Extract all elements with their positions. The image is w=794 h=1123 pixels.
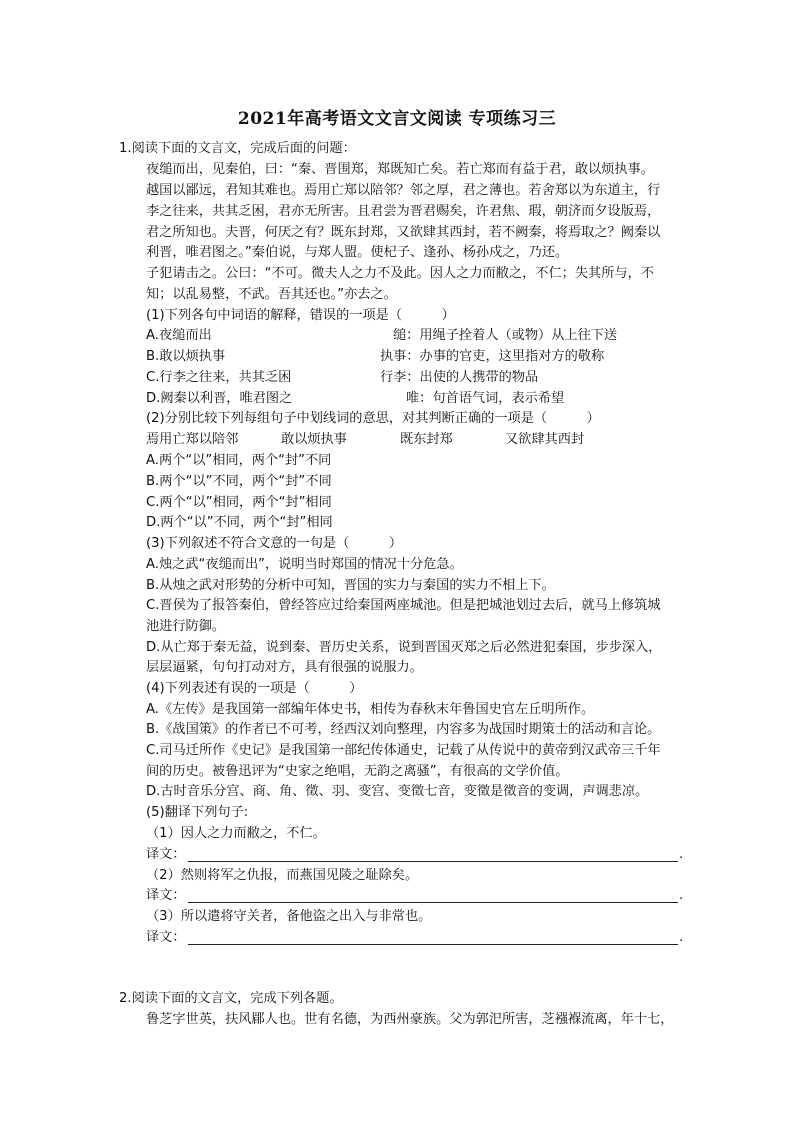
option-d: D.从亡郑于秦无益，说到秦、晋历史关系，说到晋国灭郑之后必然进犯秦国，步步深入， <box>146 640 662 655</box>
answer-blank-line[interactable] <box>188 902 678 903</box>
option-d-term: D.阙秦以利晋，唯君图之 <box>146 391 293 406</box>
line-end-dot: . <box>679 930 684 945</box>
option-d: D.两个“以”不同，两个“封”相同 <box>146 515 333 530</box>
passage-line: 知；以乱易整，不武。吾其还也。”亦去之。 <box>146 287 397 302</box>
translate-item: （1）因人之力而敝之，不仁。 <box>146 826 326 841</box>
answer-blank-line[interactable] <box>188 861 678 862</box>
subquestion-4-stem: (4)下列表述有误的一项是（ ） <box>146 681 363 696</box>
option-c-definition: 行李：出使的人携带的物品 <box>380 370 539 385</box>
sentence-group: 又欲肆其西封 <box>505 432 585 447</box>
option-a: A.《左传》是我国第一部编年体史书，相传为春秋末年鲁国史官左丘明所作。 <box>146 702 595 717</box>
option-c: C.晋侯为了报答秦伯，曾经答应过给秦国两座城池。但是把城池划过去后，就马上修筑城 <box>146 598 661 613</box>
option-c-cont: 池进行防御。 <box>146 619 226 634</box>
page-title: 2021年高考语文文言文阅读 专项练习三 <box>237 109 557 129</box>
passage-line: 鲁芝字世英，扶风郿人也。世有名德，为西州豪族。父为郭汜所害，芝襁褓流离，年十七， <box>146 1012 674 1027</box>
option-b: B.两个“以”不同，两个“封”不同 <box>146 474 332 489</box>
passage-line: 李之往来，共其乏困，君亦无所害。且君尝为晋君赐矣，许君焦、瑕，朝济而夕设版焉， <box>146 204 661 219</box>
answer-label: 译文： <box>146 888 186 903</box>
option-b: B.从烛之武对形势的分析中可知，晋国的实力与秦国的实力不相上下。 <box>146 578 555 593</box>
option-c: C.司马迁所作《史记》是我国第一部纪传体通史，记载了从传说中的黄帝到汉武帝三千年 <box>146 743 661 758</box>
option-d-cont: 层层逼紧，句句打动对方，具有很强的说服力。 <box>146 660 423 675</box>
option-a-definition: 缒：用绳子拴着人（或物）从上往下送 <box>393 328 618 343</box>
subquestion-5-stem: (5)翻译下列句子: <box>146 805 249 820</box>
option-a: A.烛之武“夜缒而出”，说明当时郑国的情况十分危急。 <box>146 557 463 572</box>
sentence-group: 既东封郑 <box>400 432 453 447</box>
option-c: C.两个“以”相同，两个“封”相同 <box>146 495 332 510</box>
passage-line: 利晋，唯君图之。”秦伯说，与郑人盟。使杞子、逢孙、杨孙戍之，乃还。 <box>146 245 569 260</box>
passage-line: 子犯请击之。公曰：“不可。微夫人之力不及此。因人之力而敝之，不仁；失其所与，不 <box>146 266 654 281</box>
option-d: D.古时音乐分宫、商、角、徵、羽、变宫、变徵七音，变徵是徵音的变调，声调悲凉。 <box>146 784 649 799</box>
option-c-cont: 间的历史。被鲁迅评为“史家之绝唱，无韵之离骚”，有很高的文学价值。 <box>146 764 569 779</box>
option-c-term: C.行李之往来，共其乏困 <box>146 370 292 385</box>
line-end-dot: . <box>679 847 684 862</box>
option-d-definition: 唯：句首语气词，表示希望 <box>406 391 565 406</box>
subquestion-1-stem: (1)下列各句中词语的解释，错误的一项是（ ） <box>146 308 455 323</box>
passage-line: 夜缒而出，见秦伯，曰：“秦、晋围郑，郑既知亡矣。若亡郑而有益于君，敢以烦执事。 <box>146 162 654 177</box>
answer-label: 译文： <box>146 847 186 862</box>
passage-line: 君之所知也。夫晋，何厌之有？既东封郑，又欲肆其西封，若不阙秦，将焉取之？阙秦以 <box>146 225 661 240</box>
translate-item: （3）所以遣将守关者，备他盗之出入与非常也。 <box>146 909 432 924</box>
sentence-group: 敢以烦执事 <box>281 432 347 447</box>
answer-blank-line[interactable] <box>188 944 678 945</box>
subquestion-3-stem: (3)下列叙述不符合文意的一句是（ ） <box>146 536 403 551</box>
option-b-term: B.敢以烦执事 <box>146 349 226 364</box>
option-a: A.两个“以”相同，两个“封”不同 <box>146 453 332 468</box>
answer-label: 译文： <box>146 930 186 945</box>
question-1-prompt: 1.阅读下面的文言文，完成后面的问题： <box>119 141 356 156</box>
question-2-prompt: 2.阅读下面的文言文，完成下列各题。 <box>119 991 343 1006</box>
translate-item: （2）然则将军之仇报，而燕国见陵之耻除矣。 <box>146 868 419 883</box>
sentence-group: 焉用亡郑以陪邻 <box>146 432 239 447</box>
line-end-dot: . <box>679 888 684 903</box>
subquestion-2-stem: (2)分别比较下列每组句子中划线词的意思，对其判断正确的一项是（ ） <box>146 411 600 426</box>
option-b-definition: 执事：办事的官吏，这里指对方的敬称 <box>380 349 605 364</box>
passage-line: 越国以鄙远，君知其难也。焉用亡郑以陪邻？邻之厚，君之薄也。若舍郑以为东道主，行 <box>146 183 661 198</box>
option-b: B.《战国策》的作者已不可考，经西汉刘向整理，内容多为战国时期策士的活动和言论。 <box>146 722 661 737</box>
option-a-term: A.夜缒而出 <box>146 328 212 343</box>
